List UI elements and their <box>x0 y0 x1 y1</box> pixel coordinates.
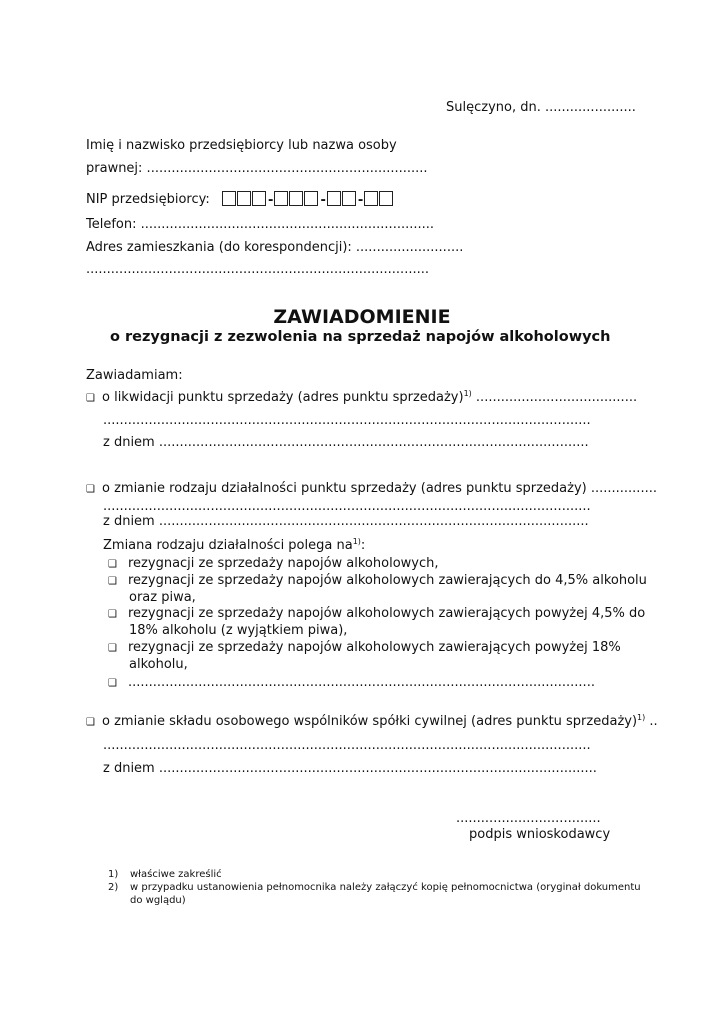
nip-dash: - <box>320 193 326 208</box>
section3-date: z dniem .......................................................................................................... <box>103 761 597 776</box>
section1-dots: ....................................... <box>471 390 638 405</box>
section2-row <box>86 481 657 498</box>
intro-text: Zawiadamiam: <box>86 368 183 383</box>
checkbox-icon[interactable]: ❑ <box>108 643 117 654</box>
section1-text: o likwidacji punktu sprzedaży (adres punktu sprzedaży) <box>102 390 464 405</box>
nip-digit-box[interactable] <box>274 191 288 206</box>
signature-label: podpis wnioskodawcy <box>469 827 611 842</box>
section2-line2: ...................................................................................................................... <box>103 499 591 514</box>
document-subtitle: o rezygnacji z zezwolenia na sprzedaż napojów alkoholowych <box>110 329 611 345</box>
checkbox-icon[interactable]: ❑ <box>86 484 95 495</box>
address-cont-line: ................................................................................... <box>86 262 429 277</box>
option-text: rezygnacji ze sprzedaży napojów alkoholowych, <box>128 556 439 571</box>
footnote-2 <box>108 881 641 894</box>
section3-row <box>86 714 658 731</box>
section2-text: o zmianie rodzaju działalności punktu sprzedaży (adres punktu sprzedaży) ................ <box>102 481 657 496</box>
option-text: rezygnacji ze sprzedaży napojów alkoholowych zawierających do 4,5% alkoholu <box>128 573 647 588</box>
change-label-row <box>103 538 365 554</box>
nip-digit-box[interactable] <box>304 191 318 206</box>
option-text: rezygnacji ze sprzedaży napojów alkoholowych zawierających powyżej 4,5% do <box>128 606 646 621</box>
section3-text: o zmianie składu osobowego wspólników spółki cywilnej (adres punktu sprzedaży) <box>102 714 638 729</box>
footnote-1 <box>108 868 222 881</box>
nip-dash: - <box>268 193 274 208</box>
section1-date: z dniem ........................................................................................................ <box>103 435 589 450</box>
nip-digit-box[interactable] <box>379 191 393 206</box>
nip-digit-box[interactable] <box>327 191 341 206</box>
option-text-cont: oraz piwa, <box>129 590 196 605</box>
section3-dots: .. <box>645 714 658 729</box>
checkbox-icon[interactable]: ❑ <box>108 559 117 570</box>
option-row <box>108 606 645 623</box>
section1-line2: ...................................................................................................................... <box>103 413 591 428</box>
section2-date: z dniem ........................................................................................................ <box>103 514 589 529</box>
footnote-number: 2) <box>108 882 119 893</box>
nip-digit-box[interactable] <box>237 191 251 206</box>
footnote-mark: 1) <box>352 537 361 546</box>
option-text: rezygnacji ze sprzedaży napojów alkoholowych zawierających powyżej 18% <box>128 640 621 655</box>
footnote-number: 1) <box>108 869 119 880</box>
footnote-text: w przypadku ustanowienia pełnomocnika należy załączyć kopię pełnomocnictwa (oryginał dokumentu <box>130 882 641 893</box>
footnote-mark: 1) <box>463 389 472 398</box>
nip-digit-box[interactable] <box>289 191 303 206</box>
phone-line: Telefon: ....................................................................... <box>86 217 435 232</box>
option-row <box>108 573 647 590</box>
footnote-2-cont: do wglądu) <box>130 895 186 906</box>
nip-digit-box[interactable] <box>342 191 356 206</box>
nip-digit-box[interactable] <box>252 191 266 206</box>
option-text-cont: alkoholu, <box>129 657 188 672</box>
section3-line2: ...................................................................................................................... <box>103 738 591 753</box>
option-row <box>108 640 621 657</box>
checkbox-icon[interactable]: ❑ <box>86 717 95 728</box>
checkbox-icon[interactable]: ❑ <box>108 576 117 587</box>
checkbox-icon[interactable]: ❑ <box>86 393 95 404</box>
nip-digit-box[interactable] <box>364 191 378 206</box>
document-title: ZAWIADOMIENIE <box>273 306 451 328</box>
option-text-cont: 18% alkoholu (z wyjątkiem piwa), <box>129 623 348 638</box>
option-row <box>108 675 595 692</box>
footnote-text: właściwe zakreślić <box>130 869 222 880</box>
checkbox-icon[interactable]: ❑ <box>108 609 117 620</box>
applicant-name-line1: Imię i nazwisko przedsiębiorcy lub nazwa osoby <box>86 138 397 153</box>
change-label: Zmiana rodzaju działalności polega na <box>103 538 353 553</box>
nip-row <box>86 191 394 209</box>
section1-row <box>86 390 637 407</box>
place-date: Sulęczyno, dn. ...................... <box>446 100 636 115</box>
change-colon: : <box>360 538 366 553</box>
option-other-dots: ................................................................................................................. <box>128 675 595 690</box>
option-row <box>108 556 439 573</box>
nip-digit-box[interactable] <box>222 191 236 206</box>
nip-label: NIP przedsiębiorcy: <box>86 192 210 207</box>
address-line: Adres zamieszkania (do korespondencji): .......................... <box>86 240 464 255</box>
nip-dash: - <box>357 193 364 208</box>
applicant-name-line2: prawnej: .................................................................... <box>86 161 428 176</box>
checkbox-icon[interactable]: ❑ <box>108 678 117 689</box>
signature-dots: ................................... <box>456 811 601 826</box>
footnote-mark: 1) <box>637 713 646 722</box>
